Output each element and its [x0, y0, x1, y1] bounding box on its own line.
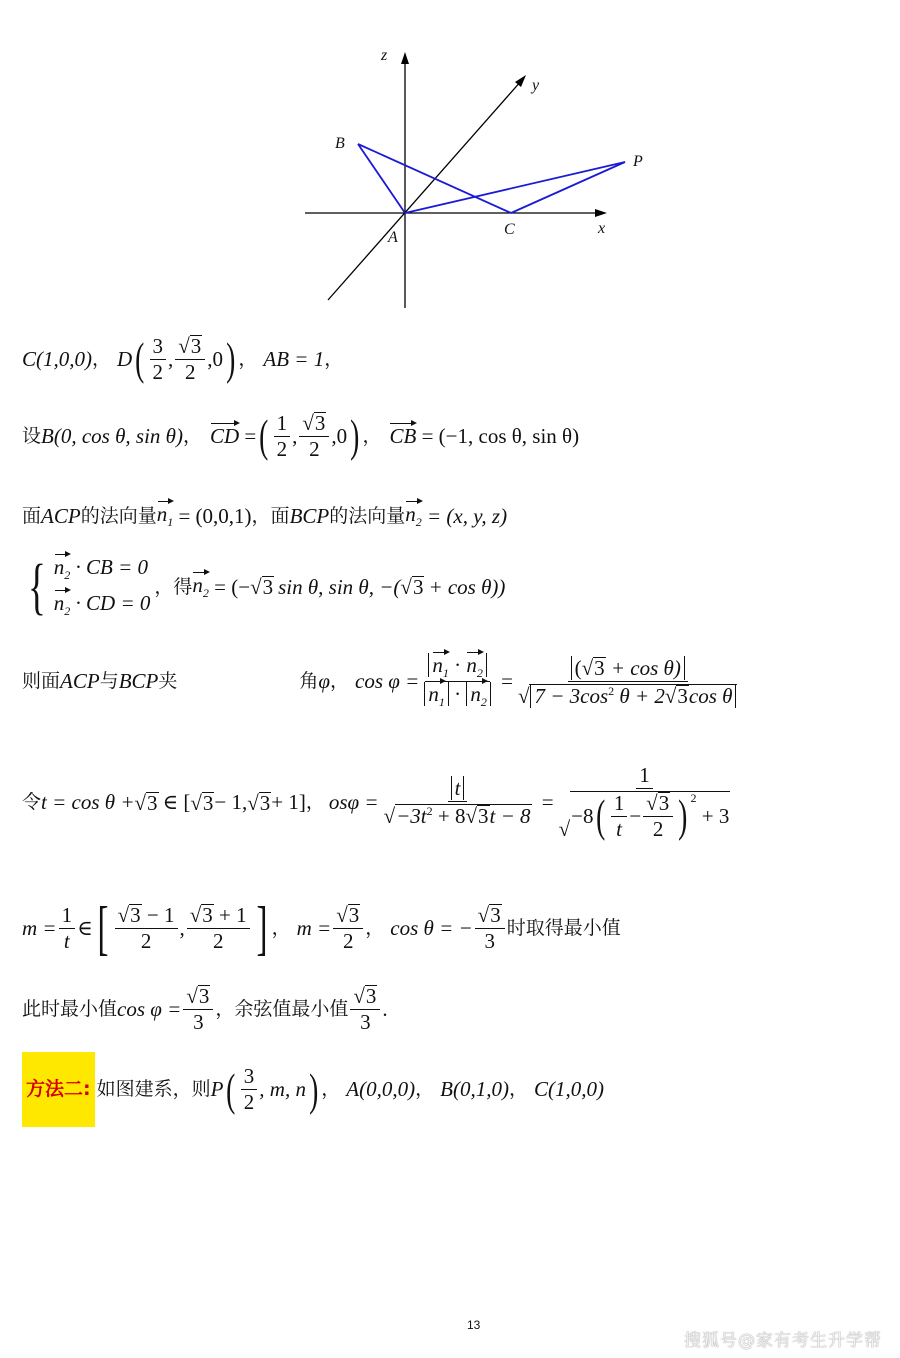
label-P: P [633, 153, 643, 170]
vector-CB: CB [389, 423, 417, 448]
normal-n1: $n_1$ [156, 502, 174, 530]
edge-CP [511, 162, 625, 213]
label-B: B [335, 135, 345, 152]
normal-n2: $n_2$ [405, 502, 422, 530]
edge-AP [405, 162, 625, 213]
equation-system: $n_2$ · CB = 0 $n_2$ · CD = 0 [53, 554, 151, 619]
line-1: C(1,0,0) ， D ( $\frac{3}{2}$ , √ 3 2 , 0 ) ， AB = 1 ， [22, 333, 344, 384]
cos-phi-fraction: $\frac{n_1 \cdot n_2}{n_1 \cdot n_2}$ [421, 655, 494, 708]
line-7: m = $\frac{1}{t}$ ∈ [ √ 3 − 1 2 , √ 3 + 1 2 ] ， m = √ 3 2 ， cos θ = − √ 3 3 时取得最小值 [22, 895, 621, 961]
watermark: 搜狐号@家有考生升学帮 [684, 1331, 882, 1351]
label-z: z [381, 47, 388, 64]
point-C: C(1,0,0) [22, 346, 92, 371]
point-B: B(0, cos θ, sin θ) [41, 423, 183, 448]
label-C: C [504, 221, 515, 238]
line-6: 令 t = cos θ + √ 3 ∈ [ √ 3 − 1, √ 3 + 1] ， osφ = t √ $-3t^2 + 8√$ 3 t − 8 = 1 √ −8 ( $\frac{1}{t}$ − √ 3 2 ) $^2$ + 3 [22, 765, 735, 840]
x-arrow [595, 209, 607, 217]
line-5: 则面 ACP 与 BCP 夹 角 φ ， cos φ = $\frac{n_1 \cdot n_2}{n_1 \cdot n_2}$ = (√ 3 + cos θ) √ $7 - 3\cos^2$ θ + 2√ 3 cos θ [22, 655, 742, 708]
t-fraction: t √ $-3t^2 + 8√$ 3 t − 8 [383, 776, 531, 828]
label-y: y [532, 77, 540, 94]
line-4: { $n_2$ · CB = 0 $n_2$ · CD = 0 ，得 $n_2$ = (− √ 3 sin θ, sin θ, −( √ 3 + cos θ)) [27, 553, 506, 621]
vector-CD: CD [209, 423, 240, 448]
point-D-label: D [117, 346, 133, 371]
d-x-frac: $\frac{3}{2}$ [150, 336, 167, 383]
line-9: 方法二: 如图建系，则 P ( $\frac{3}{2}$ , m, n ) ， A(0,0,0) ， B(0,1,0) ， C(1,0,0) [22, 1052, 604, 1127]
label-x: x [598, 220, 606, 237]
completed-square-fraction: 1 √ −8 ( $\frac{1}{t}$ − √ 3 2 ) $^2$ + 3 [558, 763, 730, 841]
ab-length: AB = 1 [263, 346, 325, 371]
cos-phi-theta-fraction: (√ 3 + cos θ) √ $7 - 3\cos^2$ θ + 2√ 3 cos θ [515, 657, 741, 707]
line-2: 设 B(0, cos θ, sin θ) ， CD = ( $\frac{1}{2}$ , √ 3 2 , 0 ) ， CB = (−1, cos θ, sin θ) [22, 410, 580, 461]
method-two-highlight: 方法二: [22, 1052, 95, 1127]
z-arrow [401, 52, 409, 64]
y-axis [328, 80, 522, 300]
line-8: 此时最小值 cos φ = √ 3 3 ，余弦值最小值 √ 3 3 . [22, 984, 388, 1034]
d-y-frac: √ 3 2 [175, 335, 205, 383]
page-number: 13 [467, 1318, 481, 1332]
coordinate-figure [300, 40, 660, 315]
label-A: A [388, 229, 398, 246]
line-3: 面 ACP 的法向量 $n_1$ = (0,0,1) ，面 BCP 的法向量 $n_2$ = (x, y, z) [22, 502, 508, 530]
